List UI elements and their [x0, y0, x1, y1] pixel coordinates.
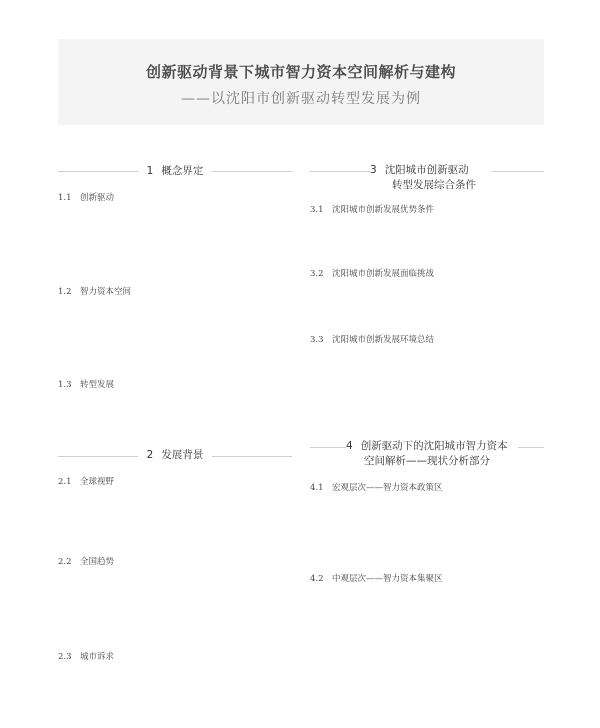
document-title: 创新驱动背景下城市智力资本空间解析与建构 [145, 63, 456, 81]
toc-item-1-2[interactable]: 1.2 智力资本空间 [58, 287, 132, 297]
section-2-heading: 2 发展背景 [146, 449, 204, 461]
toc-item-1-1[interactable]: 1.1 创新驱动 [58, 193, 115, 203]
section-4-heading: 4 创新驱动下的沈阳城市智力资本 空间解析——现状分析部分 [346, 440, 508, 467]
section-1-heading: 1 概念界定 [146, 165, 204, 177]
document-subtitle: ——以沈阳市创新驱动转型发展为例 [181, 91, 421, 107]
section-2-rule-left [58, 456, 138, 457]
section-1-rule-right [212, 171, 292, 172]
section-4-rule-right [518, 447, 544, 448]
toc-item-1-3[interactable]: 1.3 转型发展 [58, 380, 115, 390]
toc-item-2-3[interactable]: 2.3 城市诉求 [58, 652, 115, 662]
title-banner [58, 39, 544, 125]
section-2-rule-right [212, 456, 292, 457]
section-4-rule-left [310, 447, 346, 448]
section-3-rule-left [310, 171, 370, 172]
toc-item-4-2[interactable]: 4.2 中观层次——智力资本集聚区 [310, 574, 443, 584]
section-3-rule-right [492, 171, 544, 172]
section-1-rule-left [58, 171, 138, 172]
toc-item-2-1[interactable]: 2.1 全球视野 [58, 477, 115, 487]
toc-item-3-3[interactable]: 3.3 沈阳城市创新发展环境总结 [310, 335, 435, 345]
toc-item-4-1[interactable]: 4.1 宏观层次——智力资本政策区 [310, 483, 443, 493]
toc-item-3-2[interactable]: 3.2 沈阳城市创新发展面临挑战 [310, 269, 435, 279]
section-3-heading: 3 沈阳城市创新驱动 转型发展综合条件 [370, 164, 476, 191]
toc-item-3-1[interactable]: 3.1 沈阳城市创新发展优势条件 [310, 205, 435, 215]
toc-item-2-2[interactable]: 2.2 全国趋势 [58, 557, 115, 567]
